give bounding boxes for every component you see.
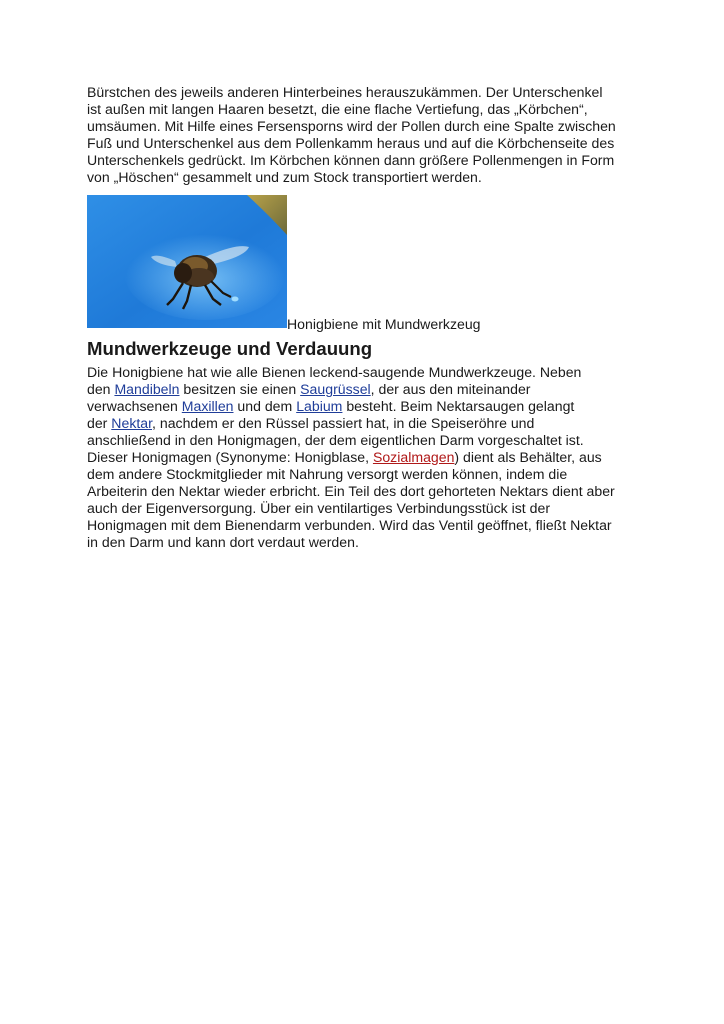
section-heading: Mundwerkzeuge und Verdauung — [87, 338, 373, 359]
text-line: Die Honigbiene hat wie alle Bienen leckend-saugende Mundwerkzeuge. Neben — [87, 364, 582, 380]
text-line: Arbeiterin den Nektar wieder erbricht. Ein Teil des dort gehorteten Nektars dient aber — [87, 483, 615, 499]
link-nektar[interactable]: Nektar — [111, 415, 153, 431]
paragraph-pollen-basket — [87, 84, 647, 186]
text-fragment: und dem — [233, 398, 297, 414]
link-labium[interactable]: Labium — [296, 398, 343, 414]
text-fragment: den — [87, 381, 115, 397]
text-fragment: besitzen sie einen — [179, 381, 301, 397]
text-line: ist außen mit langen Haaren besetzt, die eine flache Vertiefung, das „Körbchen“, — [87, 101, 588, 117]
text-line — [87, 398, 647, 415]
link-maxillen[interactable]: Maxillen — [181, 398, 234, 414]
figure — [87, 195, 507, 335]
link-mandibeln[interactable]: Mandibeln — [114, 381, 180, 397]
paragraph-mouthparts — [87, 364, 647, 551]
text-line: von „Höschen“ gesammelt und zum Stock transportiert werden. — [87, 169, 482, 185]
text-line: Honigmagen mit dem Bienendarm verbunden. Wird das Ventil geöffnet, fließt Nektar — [87, 517, 612, 533]
text-fragment: , nachdem er den Rüssel passiert hat, in die Speiseröhre und — [152, 415, 535, 431]
text-line: Bürstchen des jeweils anderen Hinterbeines herauszukämmen. Der Unterschenkel — [87, 84, 603, 100]
link-sozialmagen[interactable]: Sozialmagen — [372, 449, 455, 465]
figure-caption: Honigbiene mit Mundwerkzeug — [287, 316, 481, 332]
text-fragment: besteht. Beim Nektarsaugen gelangt — [342, 398, 575, 414]
honeybee-photo-icon — [87, 195, 287, 328]
text-line: dem andere Stockmitglieder mit Nahrung versorgt werden können, indem die — [87, 466, 568, 482]
text-line — [87, 415, 647, 432]
text-line: Unterschenkels gedrückt. Im Körbchen können dann größere Pollenmengen in Form — [87, 152, 615, 168]
text-line — [87, 381, 647, 398]
link-saugruessel[interactable]: Saugrüssel — [300, 381, 371, 397]
text-line: in den Darm und kann dort verdaut werden. — [87, 534, 359, 550]
text-line: auch der Eigenversorgung. Über ein ventilartiges Verbindungsstück ist der — [87, 500, 551, 516]
text-fragment: der — [87, 415, 112, 431]
text-line: Fuß und Unterschenkel aus dem Pollenkamm heraus und auf die Körbchenseite des — [87, 135, 615, 151]
text-fragment: verwachsenen — [87, 398, 182, 414]
text-line: anschließend in den Honigmagen, der dem eigentlichen Darm vorgeschaltet ist. — [87, 432, 584, 448]
text-fragment: , der aus den miteinander — [370, 381, 531, 397]
text-line — [87, 449, 647, 466]
text-fragment: Dieser Honigmagen (Synonyme: Honigblase, — [87, 449, 373, 465]
text-line: umsäumen. Mit Hilfe eines Fersensporns wird der Pollen durch eine Spalte zwischen — [87, 118, 616, 134]
text-fragment: ) dient als Behälter, aus — [454, 449, 602, 465]
